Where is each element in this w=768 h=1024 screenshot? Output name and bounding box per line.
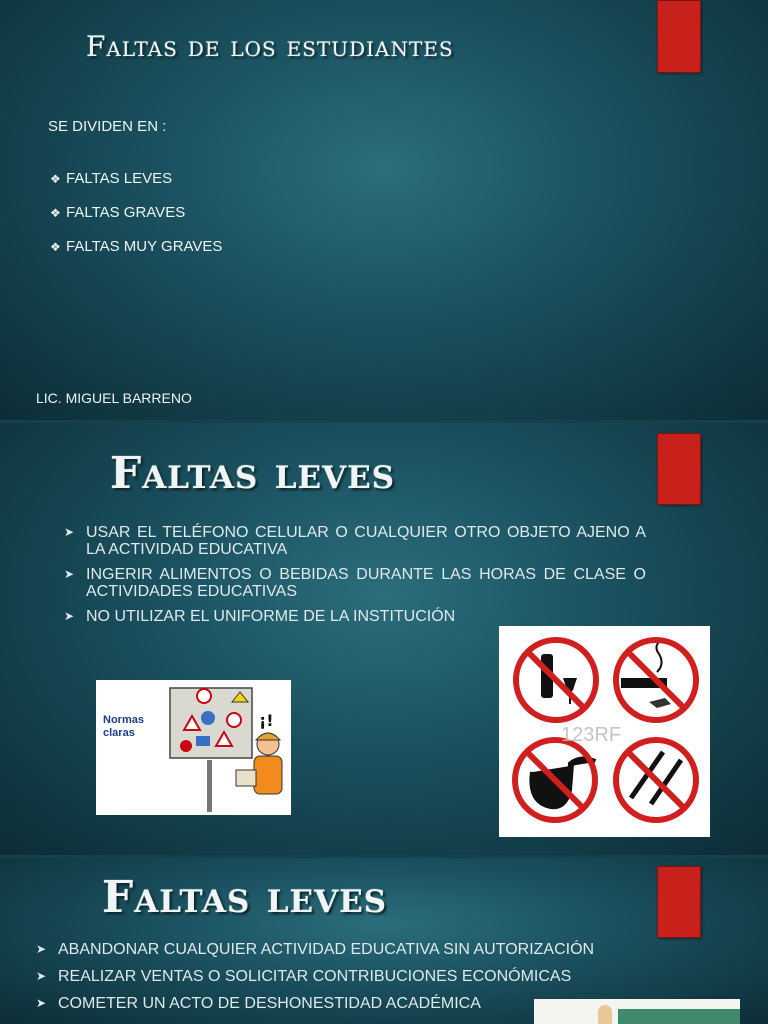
categories-list (50, 170, 222, 272)
list-item: ❖ FALTAS GRAVES (50, 204, 186, 221)
list-item: ➤ NO UTILIZAR EL UNIFORME DE LA INSTITUCIÓN (64, 608, 456, 625)
no-smoking-icon (616, 640, 696, 720)
svg-text:¡!: ¡! (259, 711, 274, 730)
arrow-bullet-icon: ➤ (36, 942, 47, 956)
accent-bar (657, 0, 701, 73)
slide-2-title: Faltas leves (110, 448, 396, 499)
list-item: ➤ COMETER UN ACTO DE DESHONESTIDAD ACADÉMICA (36, 995, 481, 1012)
arrow-bullet-icon: ➤ (64, 609, 75, 623)
list-item: ➤ ABANDONAR CUALQUIER ACTIVIDAD EDUCATIVA SIN AUTORIZACIÓN (36, 941, 595, 958)
list-item: ➤ REALIZAR VENTAS O SOLICITAR CONTRIBUCIONES ECONÓMICAS (36, 968, 572, 985)
no-pipe-icon (515, 740, 595, 820)
slide-1-title: Faltas de los estudiantes (86, 30, 454, 63)
accent-bar (657, 866, 701, 938)
author-text: LIC. MIGUEL BARRENO (36, 390, 192, 406)
list-item: ❖ FALTAS LEVES (50, 170, 173, 187)
intro-text: SE DIVIDEN EN : (48, 118, 167, 135)
diamond-bullet-icon: ❖ (50, 172, 61, 186)
arrow-bullet-icon: ➤ (64, 567, 75, 581)
arrow-bullet-icon: ➤ (36, 996, 47, 1010)
list-item: ➤ INGERIR ALIMENTOS O BEBIDAS DURANTE LAS HORAS DE CLASE O ACTIVIDADES EDUCATIVAS (64, 566, 646, 600)
accent-bar (657, 433, 701, 505)
diamond-bullet-icon: ❖ (50, 206, 61, 220)
list-item: ❖ FALTAS MUY GRAVES (50, 238, 223, 255)
list-item: ➤ USAR EL TELÉFONO CELULAR O CUALQUIER OTRO OBJETO AJENO A LA ACTIVIDAD EDUCATIVA (64, 524, 646, 558)
diamond-bullet-icon: ❖ (50, 240, 61, 254)
arrow-bullet-icon: ➤ (64, 525, 75, 539)
no-drugs-icon (616, 740, 696, 820)
prohibition-signs-image (499, 626, 710, 837)
no-alcohol-icon (516, 640, 596, 720)
classroom-image (534, 999, 740, 1024)
normas-claras-label: Normas claras (103, 714, 144, 739)
sign-cartoon-icon (96, 680, 291, 815)
watermark: 123RF (561, 724, 622, 746)
slide-3-title: Faltas leves (102, 872, 388, 923)
normas-claras-image (96, 680, 291, 815)
slide-2-list (64, 524, 646, 633)
arrow-bullet-icon: ➤ (36, 969, 47, 983)
